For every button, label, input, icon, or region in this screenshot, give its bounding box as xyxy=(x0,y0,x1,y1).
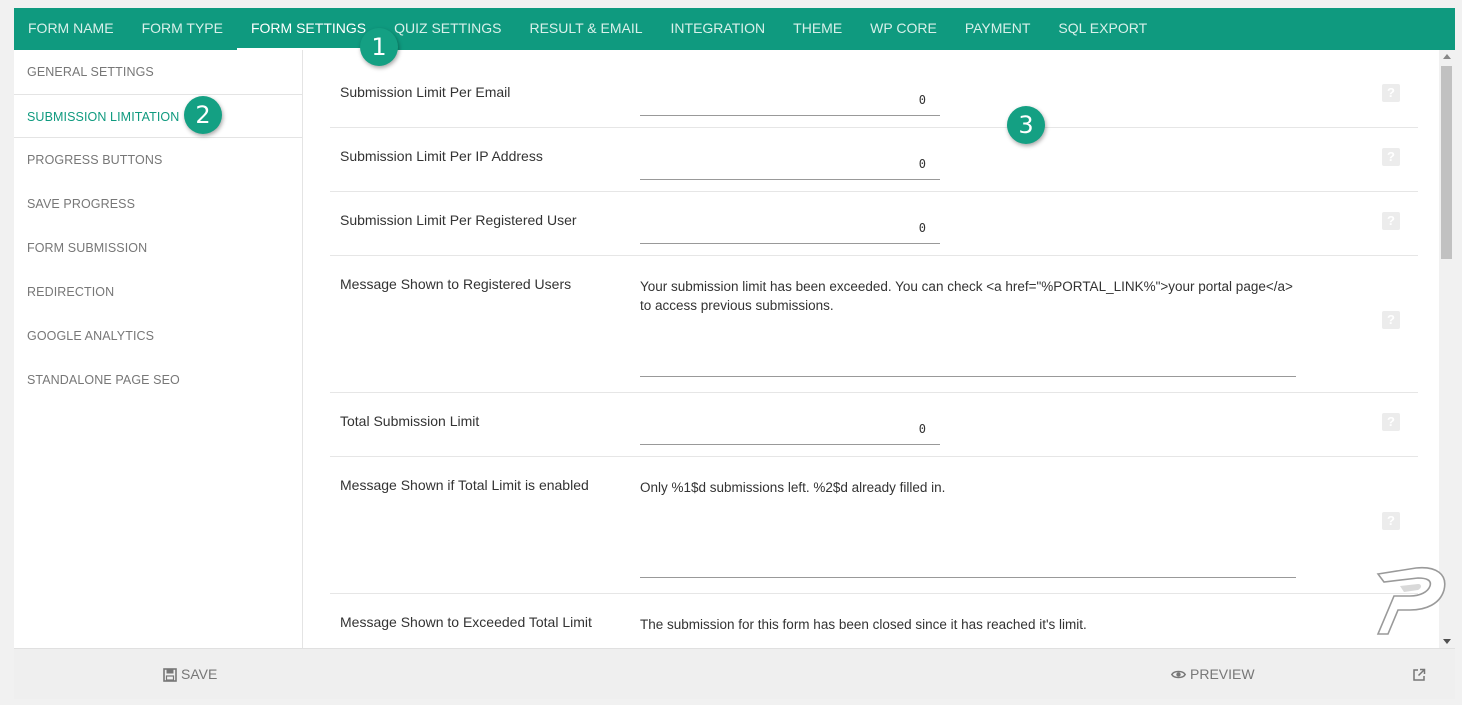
watermark-logo-icon xyxy=(1370,560,1454,640)
exceeded-limit-message-textarea[interactable]: The submission for this form has been closed since it has reached it's limit. xyxy=(640,617,1087,632)
setting-label: Total Submission Limit xyxy=(340,413,480,429)
sidebar-item-save-progress[interactable]: SAVE PROGRESS xyxy=(27,197,136,211)
setting-label: Submission Limit Per Email xyxy=(340,84,511,100)
floppy-disk-icon xyxy=(163,668,177,682)
sidebar-item-submission-limitation[interactable]: SUBMISSION LIMITATION xyxy=(14,94,302,138)
total-submission-limit-input[interactable]: 0 xyxy=(640,413,940,445)
tab-quiz-settings[interactable]: QUIZ SETTINGS xyxy=(394,20,502,36)
preview-label: PREVIEW xyxy=(1190,666,1255,682)
vertical-scrollbar[interactable] xyxy=(1439,50,1455,648)
limit-per-registered-user-input[interactable]: 0 xyxy=(640,212,940,244)
setting-label: Message Shown to Registered Users xyxy=(340,276,572,292)
external-link-icon xyxy=(1412,668,1426,682)
limit-per-ip-input[interactable]: 0 xyxy=(640,148,940,180)
scroll-thumb[interactable] xyxy=(1441,66,1452,259)
setting-row-limit-per-email xyxy=(330,50,1418,128)
setting-row-exceeded-limit-message xyxy=(330,594,1418,648)
tab-sql-export[interactable]: SQL EXPORT xyxy=(1058,20,1148,36)
app-window xyxy=(14,8,1455,699)
tab-form-name[interactable]: FORM NAME xyxy=(28,20,114,36)
settings-panel xyxy=(304,50,1439,648)
sidebar-item-standalone-page-seo[interactable]: STANDALONE PAGE SEO xyxy=(27,373,180,387)
setting-label: Submission Limit Per Registered User xyxy=(340,212,577,228)
tab-theme[interactable]: THEME xyxy=(793,20,843,36)
tab-wp-core[interactable]: WP CORE xyxy=(870,20,937,36)
sidebar-item-google-analytics[interactable]: GOOGLE ANALYTICS xyxy=(27,329,155,343)
sidebar-item-redirection[interactable]: REDIRECTION xyxy=(27,285,115,299)
sidebar-item-general-settings[interactable]: GENERAL SETTINGS xyxy=(27,65,154,79)
setting-row-limit-per-ip xyxy=(330,128,1418,192)
preview-button[interactable] xyxy=(1171,649,1255,700)
tab-form-settings[interactable]: FORM SETTINGS xyxy=(237,8,380,50)
tab-result-email[interactable]: RESULT & EMAIL xyxy=(529,20,643,36)
footer-bar xyxy=(14,648,1455,699)
open-external-button[interactable] xyxy=(1412,649,1426,700)
scroll-up-arrow-icon[interactable] xyxy=(1443,54,1451,59)
save-label: SAVE xyxy=(181,666,218,682)
top-tab-bar xyxy=(14,8,1455,50)
eye-icon xyxy=(1171,669,1186,680)
sidebar-item-progress-buttons[interactable]: PROGRESS BUTTONS xyxy=(27,153,163,167)
help-icon[interactable]: ? xyxy=(1382,84,1400,102)
callout-badge-3: 3 xyxy=(1007,106,1045,144)
tab-form-type[interactable]: FORM TYPE xyxy=(141,20,223,36)
sidebar-item-form-submission[interactable]: FORM SUBMISSION xyxy=(27,241,148,255)
setting-label: Message Shown if Total Limit is enabled xyxy=(340,477,589,493)
total-limit-message-textarea[interactable]: Only %1$d submissions left. %2$d already filled in. xyxy=(640,478,1296,578)
callout-badge-1: 1 xyxy=(360,28,398,66)
setting-label: Submission Limit Per IP Address xyxy=(340,148,543,164)
save-button[interactable] xyxy=(163,649,217,700)
setting-row-total-submission-limit xyxy=(330,393,1418,457)
tab-integration[interactable]: INTEGRATION xyxy=(670,20,766,36)
callout-badge-2: 2 xyxy=(184,96,222,134)
tab-payment[interactable]: PAYMENT xyxy=(964,20,1031,36)
registered-users-message-textarea[interactable]: Your submission limit has been exceeded. You can check <a href="%PORTAL_LINK%">your portal page</a> to access previous submissions. xyxy=(640,277,1296,377)
settings-sidebar xyxy=(14,50,303,648)
setting-row-limit-per-registered-user xyxy=(330,192,1418,256)
setting-row-total-limit-message xyxy=(330,457,1418,594)
help-icon[interactable]: ? xyxy=(1382,148,1400,166)
help-icon[interactable]: ? xyxy=(1382,512,1400,530)
limit-per-email-input[interactable]: 0 xyxy=(640,84,940,116)
help-icon[interactable]: ? xyxy=(1382,413,1400,431)
help-icon[interactable]: ? xyxy=(1382,311,1400,329)
setting-label: Message Shown to Exceeded Total Limit xyxy=(340,614,592,630)
help-icon[interactable]: ? xyxy=(1382,212,1400,230)
setting-row-registered-users-message xyxy=(330,256,1418,393)
